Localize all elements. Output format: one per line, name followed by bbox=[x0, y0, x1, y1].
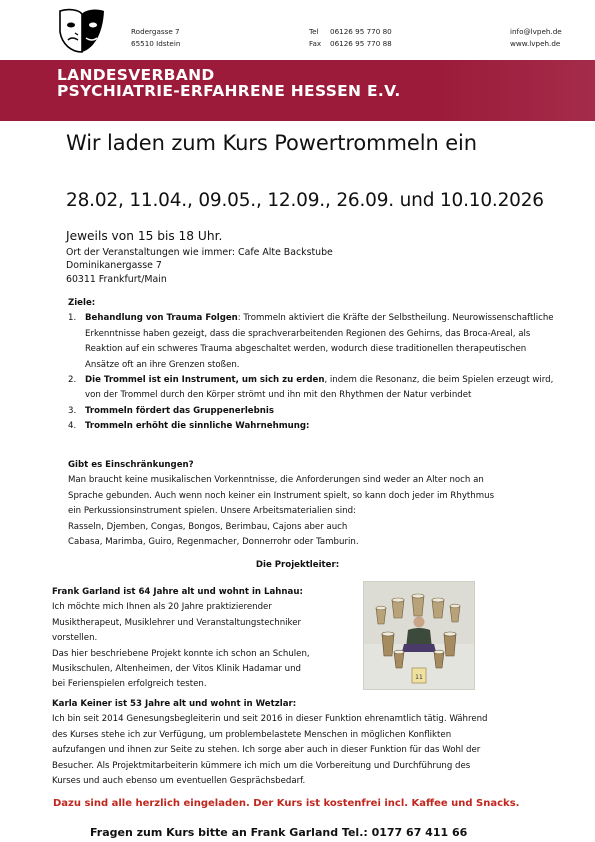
karla-text: aufzufangen und ihnen zur Seite zu stehen. Ich sorge aber auch in dieser Funktion für das Wohl der bbox=[52, 745, 481, 756]
banner-right-fade bbox=[430, 60, 595, 121]
karla-text: Kurses und auch ebenso um eventuellen Gesprächsbedarf. bbox=[52, 776, 306, 787]
venue-line2: Dominikanergasse 7 bbox=[66, 260, 162, 272]
course-dates: 28.02, 11.04., 09.05., 12.09., 26.09. und 10.10.2026 bbox=[66, 190, 544, 211]
header-phone-numbers bbox=[330, 26, 392, 50]
leader-frank bbox=[52, 585, 352, 693]
goal-title: Die Trommel ist ein Instrument, um sich zu erden bbox=[85, 375, 325, 386]
goal-title: Behandlung von Trauma Folgen bbox=[85, 313, 238, 324]
restrictions-line: Sprache gebunden. Auch wenn noch keiner ein Instrument spielt, so kann doch jeder im Rhythmus bbox=[68, 490, 495, 501]
org-name-line2: PSYCHIATRIE-ERFAHRENE HESSEN E.V. bbox=[57, 82, 401, 100]
course-times: Jeweils von 15 bis 18 Uhr. bbox=[66, 229, 223, 243]
instruments-line: Rasseln, Djemben, Congas, Bongos, Berimbau, Cajons aber auch bbox=[68, 521, 348, 532]
goal-number: 2. bbox=[68, 375, 77, 386]
header-street: Rodergasse 7 bbox=[131, 27, 180, 36]
goal-number: 4. bbox=[68, 421, 77, 432]
goal-item bbox=[68, 373, 558, 404]
email-link[interactable]: info@lvpeh.de bbox=[510, 27, 562, 36]
tel-number: 06126 95 770 80 bbox=[330, 27, 392, 36]
karla-text: Besucher. Als Projektmitarbeiterin kümmere ich mich um die Vorbereitung und Durchführung des bbox=[52, 760, 471, 771]
drums-photo bbox=[363, 581, 475, 690]
goal-title: Trommeln fördert das Gruppenerlebnis bbox=[85, 405, 274, 416]
frank-heading: Frank Garland ist 64 Jahre alt und wohnt in Lahnau: bbox=[52, 587, 303, 597]
restrictions-line: ein Perkussionsinstrument spielen. Unsere Arbeitsmaterialien sind: bbox=[68, 506, 356, 517]
goals-section bbox=[68, 296, 558, 435]
photo-sign-text: 11 bbox=[415, 674, 423, 681]
web-link[interactable]: www.lvpeh.de bbox=[510, 39, 561, 48]
fax-number: 06126 95 770 88 bbox=[330, 39, 392, 48]
frank-text: Musikschulen, Altenheimen, der Vitos Klinik Hadamar und bbox=[52, 664, 302, 675]
goal-text: : Trommeln aktiviert die Kräfte der Selbstheilung. Neurowissenschaftliche Erkenntnisse haben gezeigt, dass die sprachverarbeitenden Regionen des Gehirns, das Broca-Areal, als Reaktion auf ein schweres Trauma abgeschaltet werden, wodurch diese traditionellen therapeutischen Ansätze oft an ihre Grenzen stoßen. bbox=[85, 313, 554, 370]
instruments-line: Cabasa, Marimba, Guiro, Regenmacher, Donnerrohr oder Tamburin. bbox=[68, 537, 359, 548]
venue-address bbox=[66, 246, 333, 286]
restrictions-section bbox=[68, 458, 563, 550]
page-title: Wir laden zum Kurs Powertrommeln ein bbox=[66, 131, 477, 155]
contact-line: Fragen zum Kurs bitte an Frank Garland Tel.: 0177 67 411 66 bbox=[90, 826, 468, 839]
leader-karla bbox=[52, 697, 562, 789]
logo-masks-icon bbox=[57, 8, 107, 54]
invitation-note: Dazu sind alle herzlich eingeladen. Der Kurs ist kostenfrei incl. Kaffee und Snacks. bbox=[53, 798, 520, 809]
frank-text: bei Ferienspielen erfolgreich testen. bbox=[52, 679, 207, 690]
fax-label: Fax bbox=[309, 39, 322, 48]
frank-text: Das hier beschriebene Projekt konnte ich schon an Schulen, bbox=[52, 648, 310, 659]
org-name bbox=[57, 67, 401, 99]
frank-text: Musiktherapeut, Musiklehrer und Veranstaltungstechniker bbox=[52, 617, 302, 628]
header-address bbox=[131, 26, 180, 50]
frank-text: vorstellen. bbox=[52, 633, 98, 644]
restrictions-heading: Gibt es Einschränkungen? bbox=[68, 460, 194, 470]
venue-line3: 60311 Frankfurt/Main bbox=[66, 273, 167, 285]
goal-number: 3. bbox=[68, 405, 77, 416]
leaders-heading: Die Projektleiter: bbox=[255, 560, 340, 570]
restrictions-line: Man braucht keine musikalischen Vorkenntnisse, die Anforderungen sind weder an Alter noch an bbox=[68, 475, 484, 486]
goal-title: Trommeln erhöht die sinnliche Wahrnehmung: bbox=[85, 421, 310, 432]
goals-heading: Ziele: bbox=[68, 298, 96, 308]
karla-text: Ich bin seit 2014 Genesungsbegleiterin und seit 2016 in dieser Funktion ehrenamtlich tätig. Während bbox=[52, 714, 488, 725]
header-phone-labels bbox=[309, 26, 321, 50]
tel-label: Tel bbox=[309, 27, 319, 36]
frank-text: Ich möchte mich Ihnen als 20 Jahre praktizierender bbox=[52, 602, 272, 613]
header-online bbox=[510, 26, 562, 50]
goal-number: 1. bbox=[68, 313, 77, 324]
goal-item bbox=[68, 404, 558, 419]
org-name-line1: LANDESVERBAND bbox=[57, 66, 215, 84]
venue-line1: Ort der Veranstaltungen wie immer: Cafe Alte Backstube bbox=[66, 247, 333, 258]
goal-item bbox=[68, 311, 558, 373]
goals-list bbox=[68, 311, 558, 434]
karla-heading: Karla Keiner ist 53 Jahre alt und wohnt in Wetzlar: bbox=[52, 699, 297, 709]
goal-text: , indem die Resonanz, die beim Spielen erzeugt wird, von der Trommel durch den Körper strömt und ihn mit den Rhythmen der Natur verbindet bbox=[85, 375, 554, 401]
goal-item bbox=[68, 419, 558, 434]
karla-text: des Kurses stehe ich zur Verfügung, um problembelastete Menschen in möglichen Konflikten bbox=[52, 729, 452, 740]
header-city: 65510 Idstein bbox=[131, 39, 181, 48]
